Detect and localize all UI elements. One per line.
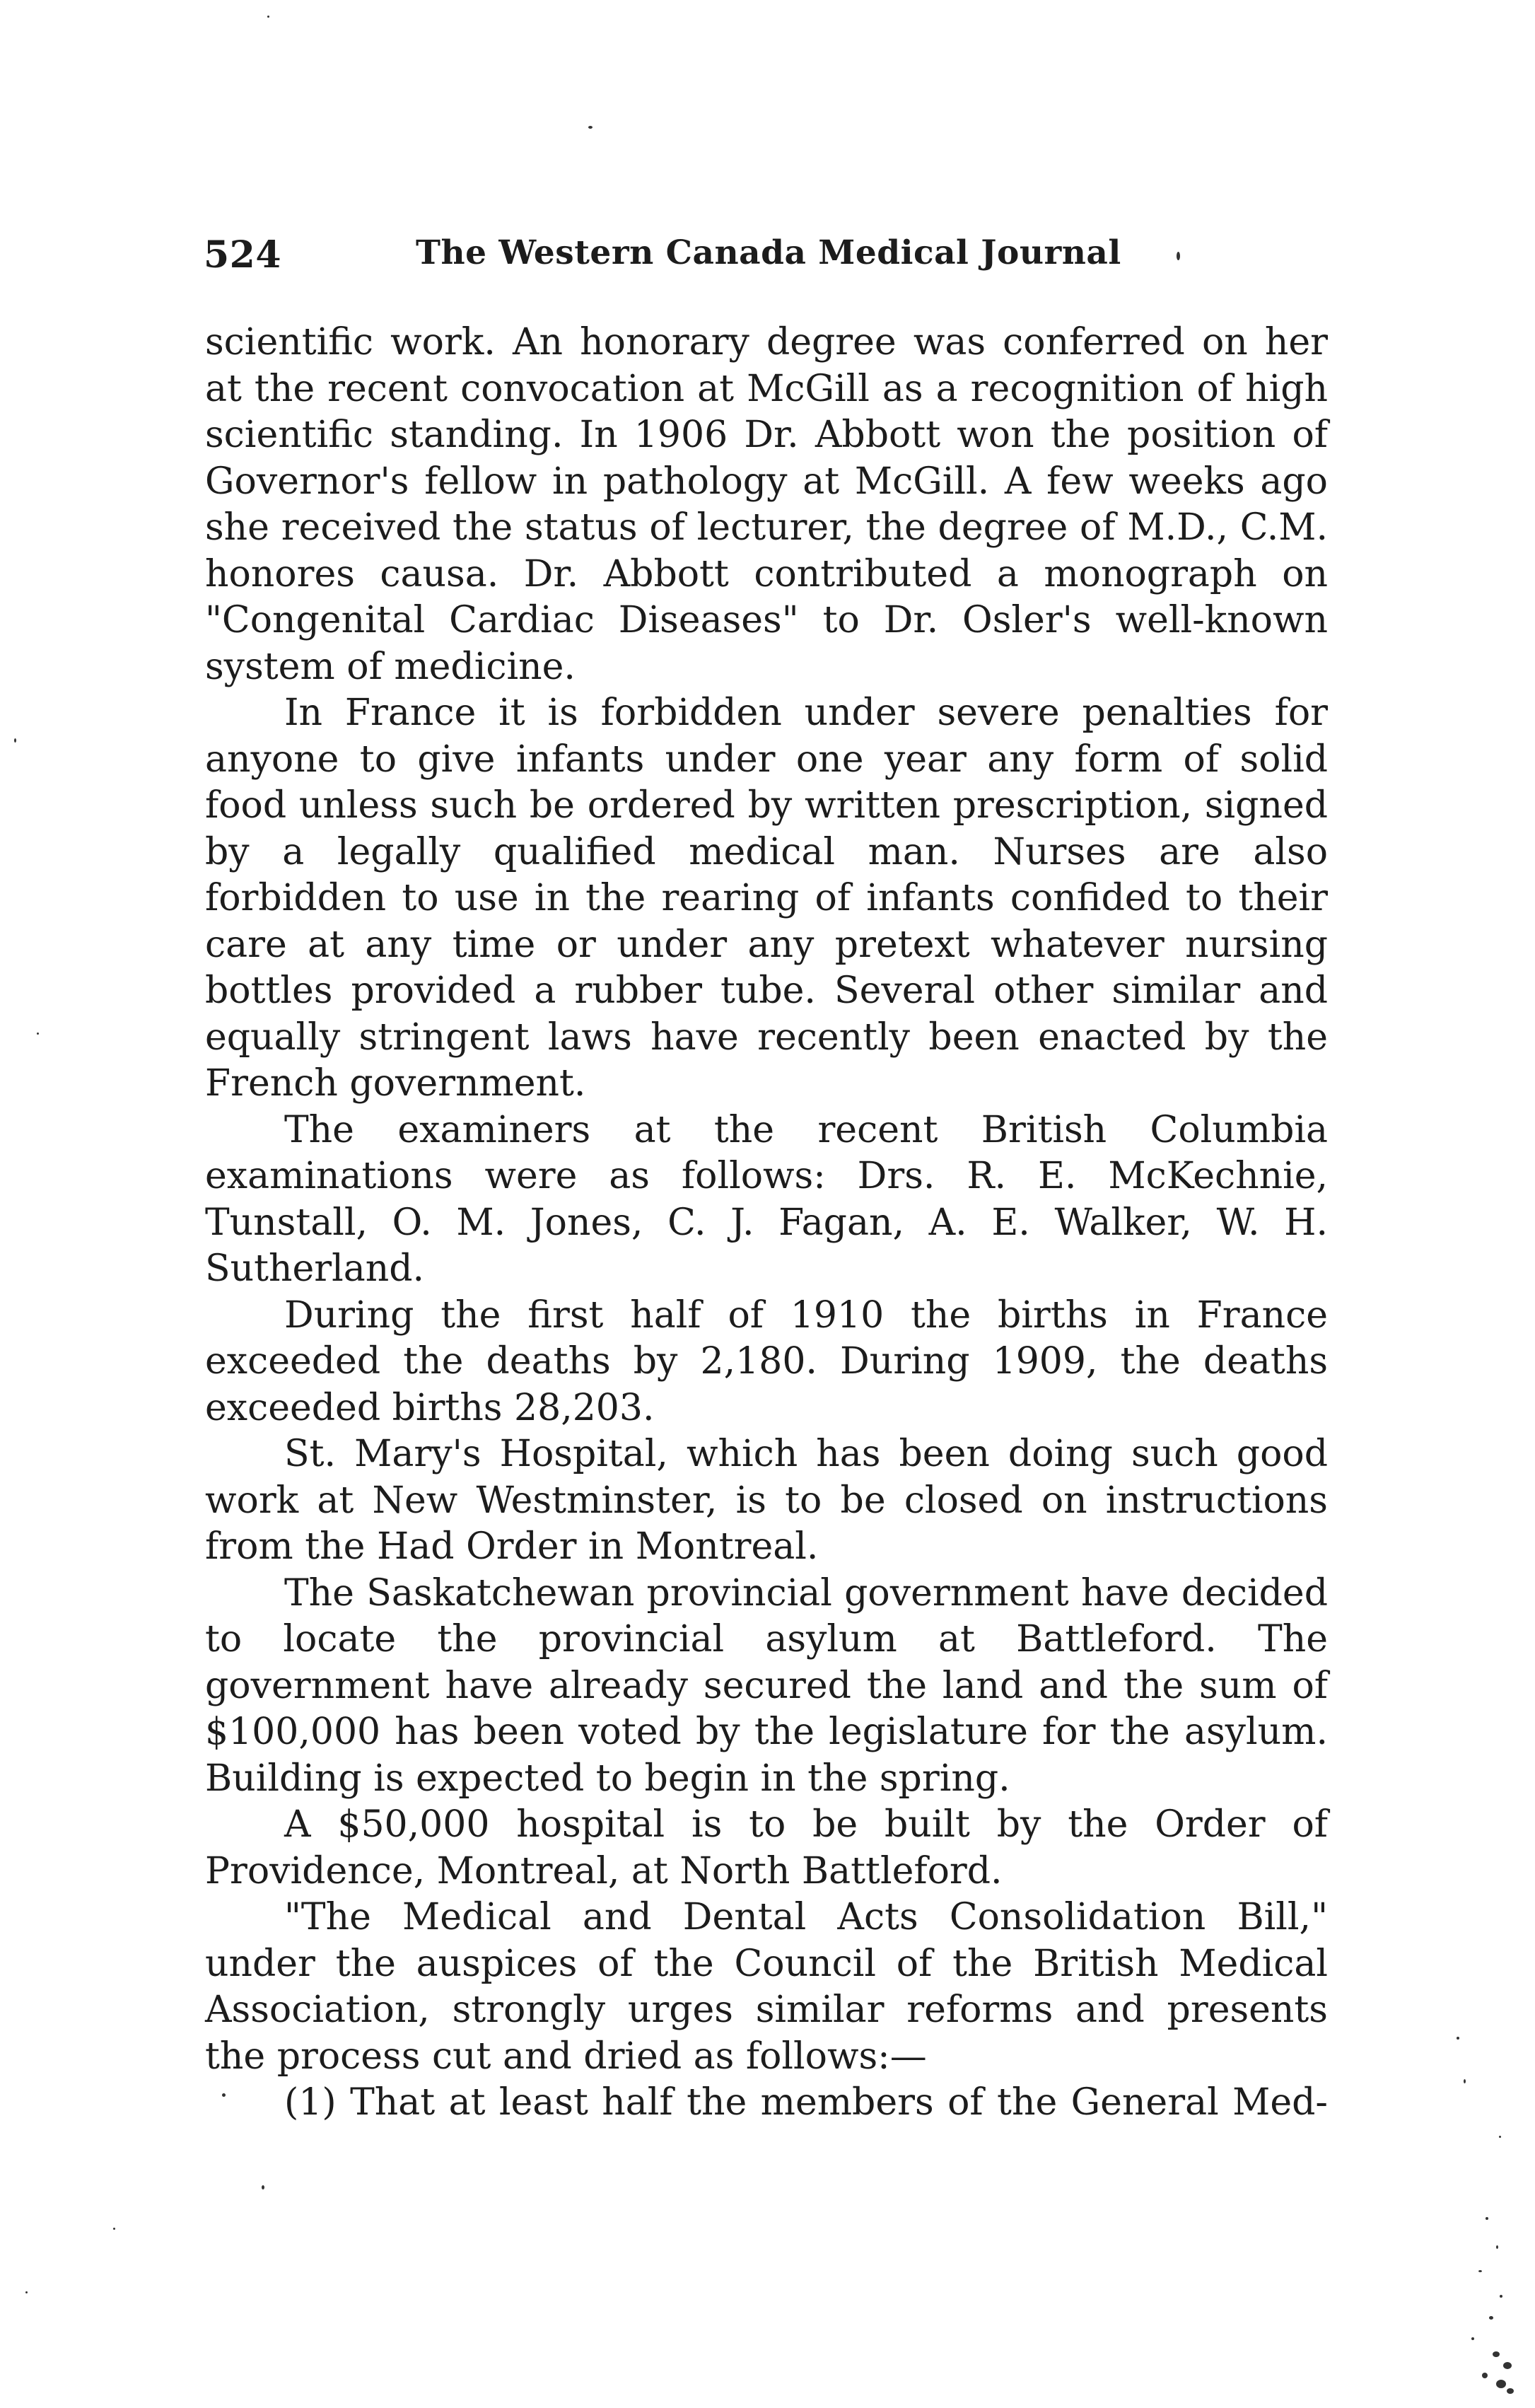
scan-speck [1489, 2316, 1493, 2320]
scan-speck [1177, 252, 1180, 260]
scan-speck [1464, 2079, 1466, 2083]
scan-speck [1478, 2270, 1482, 2272]
scan-speck [1500, 2295, 1502, 2298]
journal-title: The Western Canada Medical Journal [416, 233, 1121, 272]
scan-speck [1493, 2351, 1500, 2357]
paragraph-france-births: During the first half of 1910 the births in France exceeded the deaths by 2,180. During 1909, the deaths exceeded births 28,203. [205, 1293, 1328, 1429]
paragraph-abbott: scientific work. An honorary degree was conferred on her at the recent convocation at McGill as a recognition of high scientific standing. In 1906 Dr. Abbott won the position of Governor's fellow in pathology at McGill. A few weeks ago she received the status of lecturer, the degree of M.D., C.M. honores causa. Dr. Abbott contributed a monograph on "Congenital Cardiac Diseases" to Dr. Osler's well-known system of medicine. [205, 321, 1328, 688]
scan-speck [113, 2228, 115, 2230]
paragraph-st-marys-hospital: St. Mary's Hospital, which has been doing such good work at New Westminster, is to be closed on instructions from the Had Order in Montreal. [205, 1433, 1328, 1568]
scan-speck [1471, 2337, 1474, 2340]
paragraph-bc-examiners: The examiners at the recent British Columbia examinations were as follows: Drs. R. E. McKechnie, Tunstall, O. M. Jones, C. J. Fagan, A. E. Walker, W. H. Sutherland. [205, 1108, 1328, 1290]
scan-speck [1503, 2362, 1512, 2369]
scan-speck [1496, 2245, 1498, 2249]
paragraph-north-battleford-hospital: A $50,000 hospital is to be built by the Order of Providence, Montreal, at North Battleford. [205, 1803, 1328, 1892]
paragraph-medical-acts-bill: "The Medical and Dental Acts Consolidation Bill," under the auspices of the Council of the British Medical Association, strongly urges similar reforms and presents the process cut and dried as follows:— [205, 1896, 1328, 2078]
scan-speck [37, 1033, 39, 1035]
scan-speck [25, 2291, 28, 2293]
scan-speck [222, 2093, 226, 2097]
running-header [204, 226, 1193, 290]
page-number: 524 [204, 233, 282, 277]
scan-speck [588, 126, 593, 129]
scan-speck [14, 738, 16, 743]
scan-speck [1507, 2388, 1514, 2394]
article-body [205, 320, 1328, 2127]
paragraph-numbered-point-1: (1) That at least half the members of the General Med- [284, 2081, 1328, 2124]
paragraph-saskatchewan-asylum: The Saskatchewan provincial government have decided to locate the provincial asylum at Battleford. The government have already secured the land and the sum of $100,000 has been voted by the legislature for the asylum. Building is expected to begin in the spring. [205, 1571, 1328, 1800]
scan-speck [1486, 2217, 1488, 2220]
paragraph-france-infants: In France it is forbidden under severe penalties for anyone to give infants under one year any form of solid food unless such be ordered by written prescription, signed by a legally qualified medical man. Nurses are also forbidden to use in the rearing of infants confided to their care at any time or under any pretext whatever nursing bottles provided a rubber tube. Several other similar and equally stringent laws have recently been enacted by the French government. [205, 692, 1328, 1105]
scan-speck [1499, 2136, 1501, 2138]
scan-noise-cluster [1457, 2203, 1521, 2401]
scan-speck [1496, 2380, 1506, 2388]
scan-speck [262, 2185, 264, 2189]
scan-speck [1482, 2373, 1488, 2378]
scan-speck [1457, 2037, 1459, 2040]
scan-speck [267, 16, 269, 18]
